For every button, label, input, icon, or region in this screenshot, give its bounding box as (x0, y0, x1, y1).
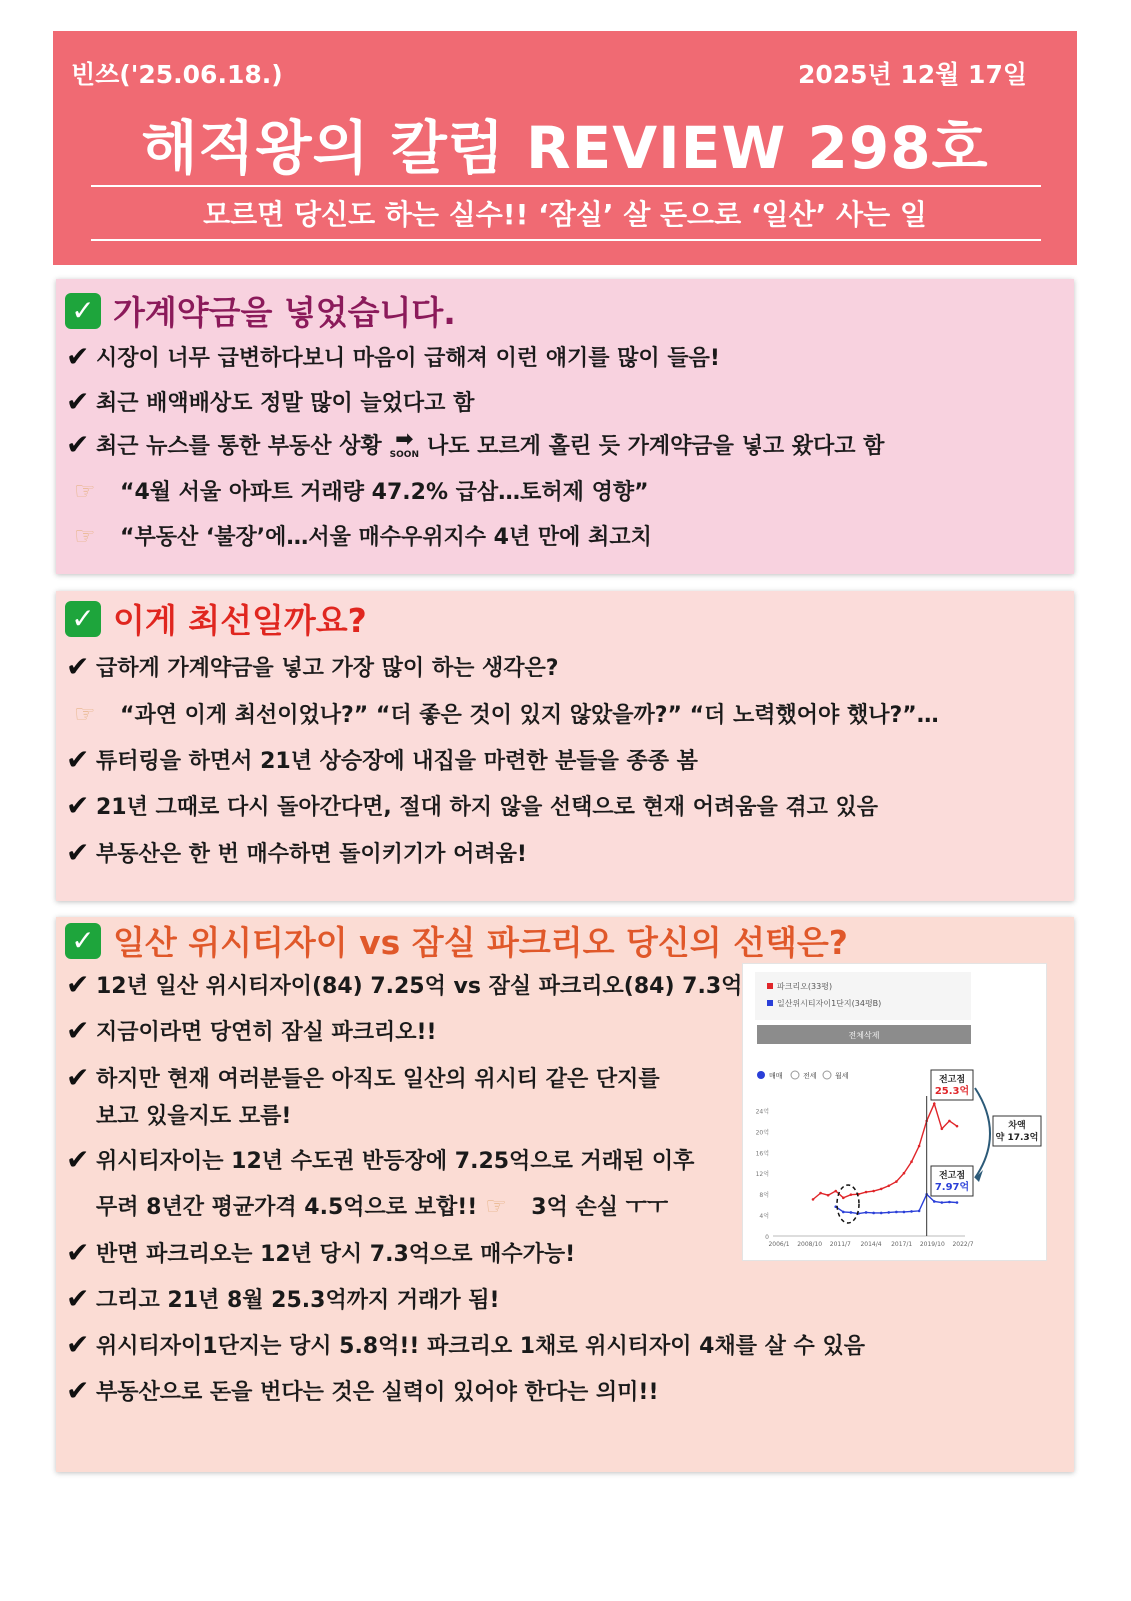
header-divider-top (91, 185, 1041, 187)
legend-panel (755, 972, 971, 1020)
checkmark-icon: ✔ (66, 1060, 90, 1094)
data-point (933, 1200, 936, 1203)
checkmark-icon: ✔ (66, 1013, 90, 1047)
list-item-text: 나도 모르게 홀린 듯 가계약금을 넣고 왔다고 함 (427, 434, 885, 459)
header-divider-bottom (91, 239, 1041, 241)
news-headline: “4월 서울 아파트 거래량 47.2% 급삼…토허제 영향” (120, 480, 649, 505)
list-item-text: 부동산은 한 번 매수하면 돌이키기가 어려움! (96, 842, 527, 867)
callout-wishity-label: 전고점 (938, 1171, 966, 1181)
data-point (910, 1160, 913, 1163)
checkmark-icon: ✔ (66, 1373, 90, 1407)
data-point (910, 1210, 913, 1213)
radio-monthly-label: 월세 (835, 1072, 849, 1080)
series-line-wishity (836, 1194, 957, 1213)
section-deposit-title: 가계약금을 넣었습니다. (113, 293, 456, 332)
data-point (827, 1194, 830, 1197)
data-point (865, 1211, 868, 1214)
data-point (872, 1212, 875, 1215)
checkmark-icon: ✔ (66, 427, 90, 461)
checkmark-icon: ✔ (66, 339, 90, 373)
data-point (834, 1190, 837, 1193)
list-item-text: 무려 8년간 평균가격 4.5억으로 보합!! (96, 1195, 478, 1220)
section-deposit (56, 279, 1074, 574)
list-item (66, 1329, 865, 1360)
checkmark-icon: ✔ (66, 788, 90, 822)
list-item-continuation (96, 1190, 668, 1221)
y-tick-label: 8억 (759, 1192, 769, 1200)
data-point (948, 1201, 951, 1204)
list-item (66, 969, 742, 1000)
data-point (880, 1188, 883, 1191)
green-check-icon: ✓ (65, 293, 101, 329)
pointing-hand-icon: ☞ (74, 476, 96, 505)
list-item (66, 1015, 437, 1046)
data-point (842, 1197, 845, 1200)
section-comparison-heading (65, 917, 848, 964)
data-point (850, 1193, 853, 1196)
data-point (880, 1212, 883, 1215)
list-item-text: 위시티자이1단지는 당시 5.8억!! 파크리오 1채로 위시티자이 4채를 살 수 있음 (96, 1334, 865, 1359)
list-item-text: 보고 있을지도 모름! (96, 1104, 292, 1129)
data-point (887, 1211, 890, 1214)
list-item-text: 12년 일산 위시티자이(84) 7.25억 vs 잠실 파크리오(84) 7.3억 (96, 974, 743, 999)
data-point (895, 1180, 898, 1183)
checkmark-icon: ✔ (66, 649, 90, 683)
y-tick-label: 16억 (755, 1150, 769, 1158)
radio-jeonse-label: 전세 (803, 1072, 817, 1080)
x-tick-label: 2022/7 (952, 1241, 974, 1248)
data-point (941, 1127, 944, 1130)
y-tick-label: 12억 (755, 1171, 769, 1179)
data-point (865, 1191, 868, 1194)
list-item-text: 튜터링을 하면서 21년 상승장에 내집을 마련한 분들을 종종 봄 (96, 749, 698, 774)
list-item-text: 급하게 가계약금을 넣고 가장 많이 하는 생각은? (96, 656, 559, 681)
checkmark-icon: ✔ (66, 742, 90, 776)
quote-text: “과연 이게 최선이었나?” “더 좋은 것이 있지 않았을까?” “더 노력했어야 했나?”… (120, 703, 939, 728)
list-item (66, 520, 652, 551)
data-point (903, 1172, 906, 1175)
price-chart (743, 964, 1046, 1260)
x-tick-label: 2017/1 (891, 1241, 913, 1248)
y-tick-label: 0 (765, 1234, 769, 1241)
callout-parkrio-label: 전고점 (938, 1075, 966, 1085)
callout-parkrio-value: 25.3억 (934, 1086, 970, 1097)
data-point (903, 1211, 906, 1214)
y-tick-label: 4억 (759, 1213, 769, 1221)
checkmark-icon: ✔ (66, 1281, 90, 1315)
list-item-text: 최근 뉴스를 통한 부동산 상황 (96, 434, 382, 459)
list-item-text: 위시티자이는 12년 수도권 반등장에 7.25억으로 거래된 이후 (96, 1149, 695, 1174)
radio-sale-icon[interactable] (757, 1071, 765, 1079)
list-item-text: 21년 그때로 다시 돌아간다면, 절대 하지 않을 선택으로 현재 어려움을 겪고 있음 (96, 795, 879, 820)
list-item (66, 429, 884, 460)
x-tick-label: 2011/7 (829, 1241, 851, 1248)
callout-wishity-value: 7.97억 (934, 1182, 970, 1193)
y-tick-label: 20억 (755, 1129, 769, 1137)
x-tick-label: 2014/4 (860, 1241, 882, 1248)
list-item (66, 1237, 575, 1268)
list-item (66, 698, 939, 729)
checkmark-icon: ✔ (66, 1235, 90, 1269)
clear-all-label: 전체삭제 (848, 1031, 880, 1040)
callout-difference-value: 약 17.3억 (995, 1133, 1039, 1143)
data-point (850, 1211, 853, 1214)
list-item-text: 최근 배액배상도 정말 많이 늘었다고 함 (96, 391, 475, 416)
header-banner (53, 31, 1077, 265)
list-item (66, 1283, 500, 1314)
checkmark-icon: ✔ (66, 1142, 90, 1176)
list-item (66, 790, 878, 821)
list-item (66, 1062, 660, 1093)
list-item (66, 837, 527, 868)
list-item-continuation (96, 1099, 291, 1130)
data-point (819, 1192, 822, 1195)
data-point (918, 1145, 921, 1148)
radio-monthly-icon[interactable] (823, 1071, 831, 1079)
pointing-hand-icon: ☞ (485, 1191, 507, 1220)
list-item-text: 그리고 21년 8월 25.3억까지 거래가 됨! (96, 1288, 500, 1313)
section-best-choice-title: 이게 최선일까요? (113, 601, 367, 640)
list-item-text: 지금이라면 당연히 잠실 파크리오!! (96, 1020, 437, 1045)
data-point (812, 1198, 815, 1201)
data-point (956, 1201, 959, 1204)
section-best-choice-heading (65, 595, 367, 642)
radio-sale-label: 매매 (769, 1072, 783, 1080)
price-chart-screenshot (742, 963, 1047, 1261)
data-point (948, 1120, 951, 1123)
difference-arrow (975, 1088, 990, 1178)
checkmark-icon: ✔ (66, 384, 90, 418)
x-tick-label: 2019/10 (919, 1241, 945, 1248)
green-check-icon: ✓ (65, 923, 101, 959)
data-point (872, 1190, 875, 1193)
checkmark-icon: ✔ (66, 835, 90, 869)
header-source: 빈쓰('25.06.18.) (71, 60, 283, 89)
list-item (66, 1144, 694, 1175)
loss-text: 3억 손실 ㅜㅜ (531, 1195, 669, 1220)
checkmark-icon: ✔ (66, 967, 90, 1001)
header-date: 2025년 12월 17일 (797, 60, 1027, 89)
section-deposit-heading (65, 287, 456, 334)
data-point (918, 1210, 921, 1213)
list-item-text: 반면 파크리오는 12년 당시 7.3억으로 매수가능! (96, 1242, 576, 1267)
soon-label: SOON (389, 450, 419, 460)
list-item (66, 744, 698, 775)
pointing-hand-icon: ☞ (74, 521, 96, 550)
highlight-circle (837, 1185, 859, 1223)
news-headline: “부동산 ‘불장’에…서울 매수우위지수 4년 만에 최고치 (120, 525, 652, 550)
list-item (66, 341, 720, 372)
page-subtitle: 모르면 당신도 하는 실수!! ‘잠실’ 살 돈으로 ‘일산’ 사는 일 (203, 198, 927, 231)
page-title: 해적왕의 칼럼 REVIEW 298호 (141, 114, 989, 182)
section-comparison-title: 일산 위시티자이 vs 잠실 파크리오 당신의 선택은? (113, 923, 848, 962)
pointing-hand-icon: ☞ (74, 699, 96, 728)
green-check-icon: ✓ (65, 601, 101, 637)
data-point (842, 1211, 845, 1214)
data-point (956, 1125, 959, 1128)
data-point (887, 1184, 890, 1187)
callout-difference-label: 차액 (1008, 1121, 1026, 1131)
checkmark-icon: ✔ (66, 1327, 90, 1361)
y-tick-label: 24억 (755, 1108, 769, 1116)
legend-label-parkrio: 파크리오(33평) (777, 982, 833, 991)
legend-swatch-parkrio (767, 983, 773, 989)
list-item-text: 시장이 너무 급변하다보니 마음이 급해져 이런 얘기를 많이 들음! (96, 346, 720, 371)
radio-jeonse-icon[interactable] (791, 1071, 799, 1079)
soon-arrow-icon: ➡ SOON (389, 427, 419, 460)
list-item (66, 386, 474, 417)
list-item (66, 651, 559, 682)
data-point (895, 1211, 898, 1214)
x-tick-label: 2006/1 (768, 1241, 790, 1248)
legend-swatch-wishity (767, 1000, 773, 1006)
data-point (941, 1201, 944, 1204)
x-tick-label: 2008/10 (797, 1241, 823, 1248)
list-item-text: 하지만 현재 여러분들은 아직도 일산의 위시티 같은 단지를 (96, 1067, 660, 1092)
legend-label-wishity: 일산위시티자이1단지(34평B) (777, 999, 882, 1008)
list-item (66, 475, 649, 506)
list-item (66, 1375, 658, 1406)
section-best-choice (56, 591, 1074, 901)
data-point (933, 1102, 936, 1105)
list-item-text: 부동산으로 돈을 번다는 것은 실력이 있어야 한다는 의미!! (96, 1380, 659, 1405)
